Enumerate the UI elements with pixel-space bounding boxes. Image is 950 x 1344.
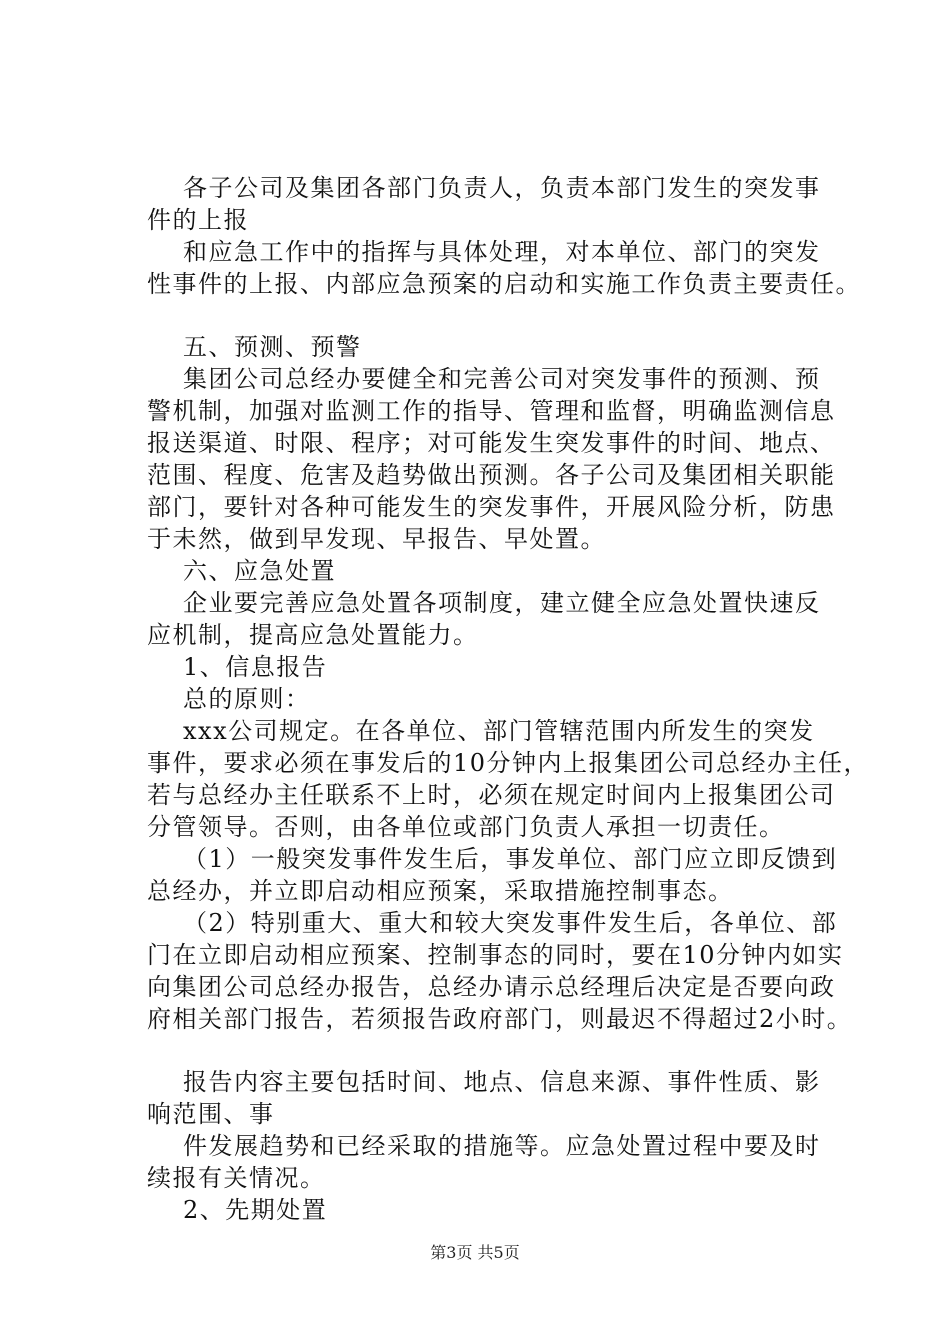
paragraph-gap xyxy=(147,1035,867,1066)
paragraph-line: 总的原则： xyxy=(183,685,311,713)
paragraph-line: 范围、程度、危害及趋势做出预测。各子公司及集团相关职能 xyxy=(147,461,836,489)
paragraph-line: 总经办，并立即启动相应预案，采取措施控制事态。 xyxy=(147,877,734,905)
paragraph-gap xyxy=(147,300,867,331)
section-heading: 六、应急处置 xyxy=(183,557,336,585)
paragraph-line: 若与总经办主任联系不上时，必须在规定时间内上报集团公司 xyxy=(147,781,836,809)
paragraph-line: 门在立即启动相应预案、控制事态的同时，要在10分钟内如实 xyxy=(147,941,844,969)
paragraph-line: 集团公司总经办要健全和完善公司对突发事件的预测、预 xyxy=(183,365,821,393)
paragraph-line: 续报有关情况。 xyxy=(147,1164,326,1192)
paragraph-line: 件的上报 xyxy=(147,206,249,234)
paragraph-line: 于未然，做到早发现、早报告、早处置。 xyxy=(147,525,606,553)
paragraph-line: 报送渠道、时限、程序；对可能发生突发事件的时间、地点、 xyxy=(147,429,836,457)
subsection-heading: 2、先期处置 xyxy=(183,1196,328,1224)
document-body xyxy=(147,172,870,1226)
paragraph-line: （1）一般突发事件发生后，事发单位、部门应立即反馈到 xyxy=(183,845,838,873)
paragraph-line: （2）特别重大、重大和较大突发事件发生后，各单位、部 xyxy=(183,909,838,937)
paragraph-line: 响范围、事 xyxy=(147,1100,275,1128)
paragraph-line: 府相关部门报告，若须报告政府部门，则最迟不得超过2小时。 xyxy=(147,1005,853,1033)
paragraph-line: 报告内容主要包括时间、地点、信息来源、事件性质、影 xyxy=(183,1068,821,1096)
paragraph-line: 向集团公司总经办报告，总经办请示总经理后决定是否要向政 xyxy=(147,973,836,1001)
paragraph-line: 性事件的上报、内部应急预案的启动和实施工作负责主要责任。 xyxy=(147,270,861,298)
paragraph-line: 警机制，加强对监测工作的指导、管理和监督，明确监测信息 xyxy=(147,397,836,425)
paragraph-line: xxx公司规定。在各单位、部门管辖范围内所发生的突发 xyxy=(183,717,815,745)
paragraph-line: 各子公司及集团各部门负责人，负责本部门发生的突发事 xyxy=(183,174,821,202)
paragraph-line: 企业要完善应急处置各项制度，建立健全应急处置快速反 xyxy=(183,589,821,617)
paragraph-line: 分管领导。否则，由各单位或部门负责人承担一切责任。 xyxy=(147,813,785,841)
paragraph-line: 应机制，提高应急处置能力。 xyxy=(147,621,479,649)
paragraph-line: 和应急工作中的指挥与具体处理，对本单位、部门的突发 xyxy=(183,238,821,266)
paragraph-line: 部门，要针对各种可能发生的突发事件，开展风险分析，防患 xyxy=(147,493,836,521)
paragraph-line: 事件，要求必须在事发后的10分钟内上报集团公司总经办主任， xyxy=(147,749,870,777)
paragraph-line: 件发展趋势和已经采取的措施等。应急处置过程中要及时 xyxy=(183,1132,821,1160)
page-number-footer: 第3页 共5页 xyxy=(430,1243,520,1262)
subsection-heading: 1、信息报告 xyxy=(183,653,328,681)
section-heading: 五、预测、预警 xyxy=(183,333,362,361)
